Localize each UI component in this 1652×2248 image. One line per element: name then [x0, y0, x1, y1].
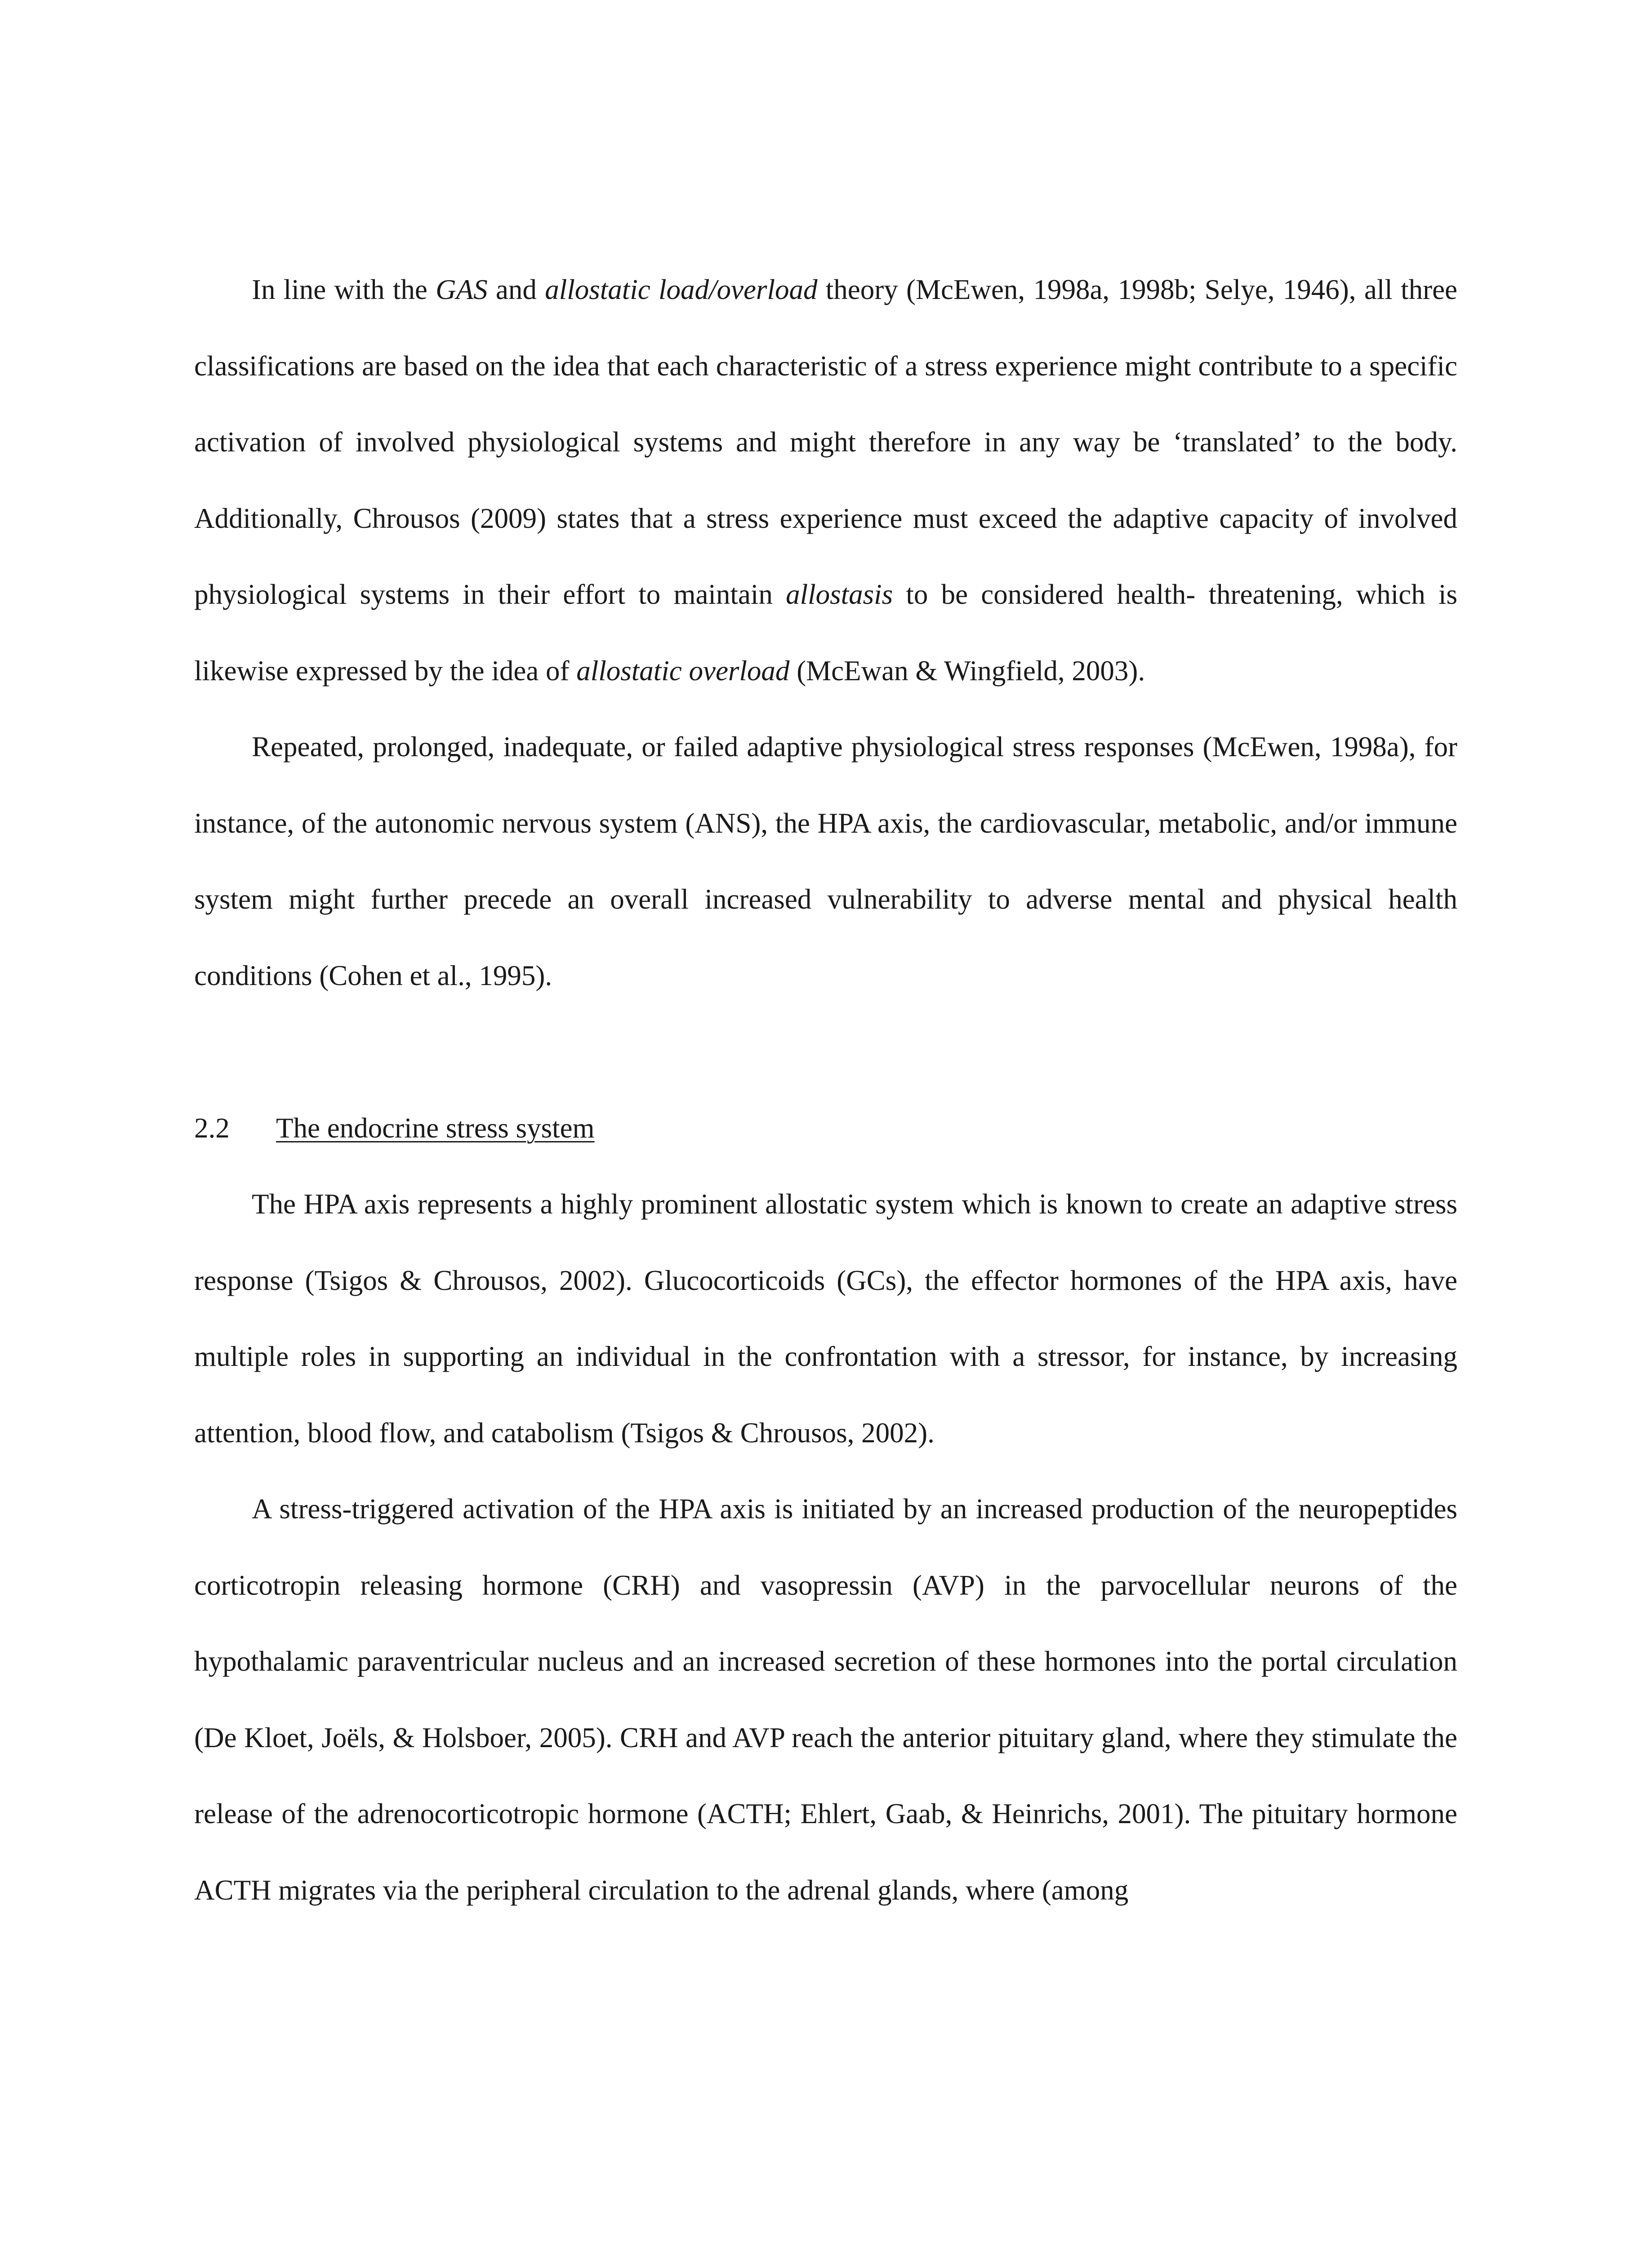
paragraph-hpa-activation: A stress-triggered activation of the HPA axis is initiated by an increased production of the neuropeptides corticotropin releasing hormone (CRH) and vasopressin (AVP) in the parvocellular neurons of the hypothalamic paraventricular nucleus and an increased secretion of these hormones into the portal circulation (De Kloet, Joëls, & Holsboer, 2005). CRH and AVP reach the anterior pituitary gland, where they stimulate the release of the adrenocorticotropic hormone (ACTH; Ehlert, Gaab, & Heinrichs, 2001). The pituitary hormone ACTH migrates via the peripheral circulation to the adrenal glands, where (among — [194, 1493, 1457, 1906]
italic-term-allostasis: allostasis — [786, 579, 893, 610]
paragraph-hpa-axis-overview: The HPA axis represents a highly prominent allostatic system which is known to create an adaptive stress response (Tsigos & Chrousos, 2002). Glucocorticoids (GCs), the effector hormones of the HPA axis, have multiple roles in supporting an individual in the confrontation with a stressor, for instance, by increasing attention, blood flow, and catabolism (Tsigos & Chrousos, 2002). — [194, 1188, 1457, 1449]
italic-term-allostatic-overload: allostatic overload — [576, 655, 790, 687]
paragraph-failed-stress-responses: Repeated, prolonged, inadequate, or failed adaptive physiological stress responses (McEwen, 1998a), for instance, of the autonomic nervous system (ANS), the HPA axis, the cardiovascular, metabolic, and/or immune system might further precede an overall increased vulnerability to adverse mental and physical health conditions (Cohen et al., 1995). — [194, 731, 1457, 991]
italic-term-gas: GAS — [436, 274, 488, 305]
text-run: and — [487, 274, 545, 305]
paragraph-gas-allostatic-theory — [194, 252, 1457, 709]
section-title: The endocrine stress system — [276, 1112, 595, 1144]
section-heading — [194, 1090, 1457, 1167]
text-run: (McEwan & Wingfield, 2003). — [789, 655, 1145, 687]
text-run: theory (McEwen, 1998a, 1998b; Selye, 1946), all three classifications are based on the idea that each characteristic of a stress experience might contribute to a specific activation of involved physiological systems and might therefore in any way be ‘translated’ to the body. Additionally, Chrousos (2009) states that a stress experience must exceed the adaptive capacity of involved physiological systems in their effort to maintain — [194, 274, 1458, 610]
section-number: 2.2 — [194, 1112, 230, 1144]
text-run: to be considered health- threatening, which is likewise expressed by the idea of — [194, 579, 1457, 687]
body-text — [194, 252, 1457, 1928]
italic-term-allostatic-load-overload: allostatic load/overload — [545, 274, 818, 305]
section-spacer — [194, 1014, 1457, 1090]
text-run: In line with the — [252, 274, 436, 305]
